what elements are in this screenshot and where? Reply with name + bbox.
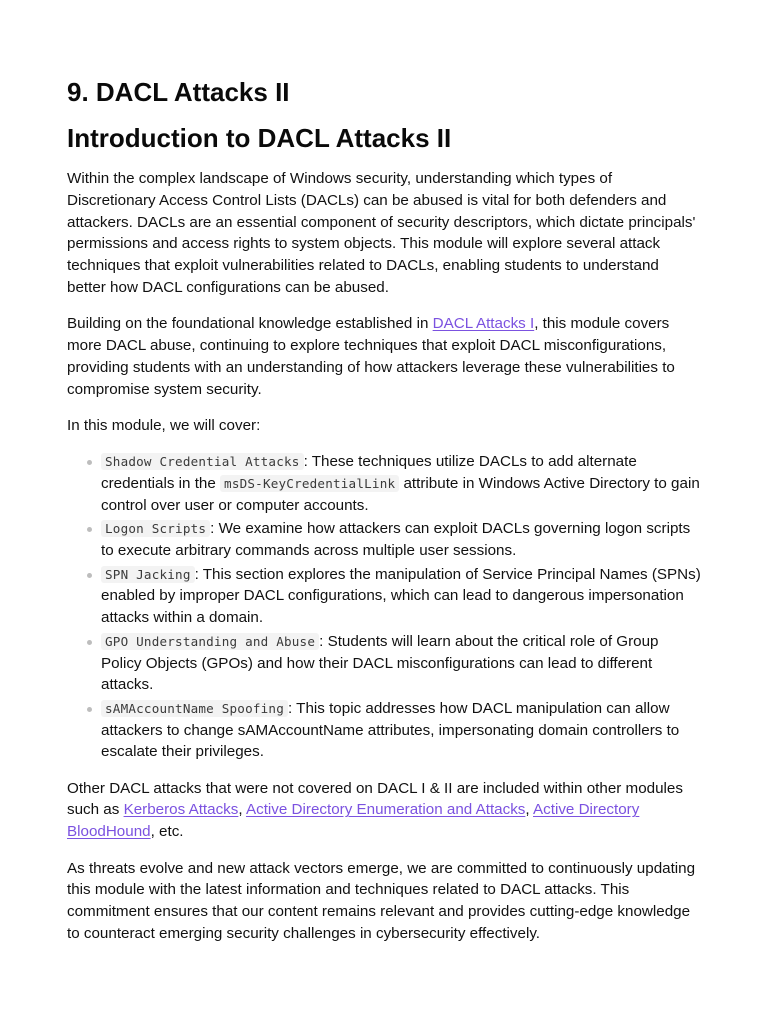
other-text-after: , etc. bbox=[150, 823, 184, 841]
other-text-before: Other DACL attacks that were not covered on DACL I & II are included within other modules such as bbox=[67, 779, 683, 819]
building-text-before: Building on the foundational knowledge established in bbox=[67, 315, 433, 333]
ad-enumeration-link[interactable]: Active Directory Enumeration and Attacks bbox=[245, 801, 526, 819]
topic-text: : We examine how attackers can exploit DACLs governing logon scripts to execute arbitrary commands across multiple user sessions. bbox=[101, 520, 691, 560]
other-attacks-paragraph bbox=[67, 778, 701, 843]
topic-code: GPO Understanding and Abuse bbox=[101, 633, 319, 650]
list-item bbox=[101, 698, 701, 763]
topic-text: : These techniques utilize DACLs to add alternate credentials in the bbox=[101, 453, 637, 493]
separator: , bbox=[525, 801, 533, 819]
topic-code: Logon Scripts bbox=[101, 520, 210, 537]
list-item bbox=[101, 631, 701, 696]
section-heading: 9. DACL Attacks II bbox=[67, 77, 290, 107]
topic-text: : This section explores the manipulation of Service Principal Names (SPNs) enabled by improper DACL configurations, which can lead to dangerous impersonation attacks within a domain. bbox=[101, 565, 701, 627]
building-paragraph bbox=[67, 313, 701, 400]
intro-paragraph: Within the complex landscape of Windows security, understanding which types of Discretionary Access Control Lists (DACLs) can be abused is vital for both defenders and attackers. DACLs are an essential component of security descriptors, which dictate principals' permissions and access rights to system objects. This module will explore several attack techniques that exploit vulnerabilities related to DACLs, enabling students to understand better how DACL configurations can be abused. bbox=[67, 170, 696, 296]
topic-text: : This topic addresses how DACL manipulation can allow attackers to change sAMAccountName attributes, impersonating domain controllers to escalate their privileges. bbox=[101, 699, 680, 761]
dacl-attacks-i-link[interactable]: DACL Attacks I bbox=[432, 315, 535, 333]
list-item bbox=[101, 518, 701, 562]
closing-paragraph: As threats evolve and new attack vectors emerge, we are committed to continuously updating this module with the latest information and techniques related to DACL attacks. This commitment ensures that our content remains relevant and provides cutting-edge knowledge to counteract emerging security challenges in cybersecurity effectively. bbox=[67, 859, 696, 942]
topic-text: attribute in Windows Active Directory to gain control over user or computer accounts. bbox=[101, 475, 700, 514]
inline-code: msDS-KeyCredentialLink bbox=[220, 475, 399, 492]
topic-code: Shadow Credential Attacks bbox=[101, 453, 304, 470]
topic-code: SPN Jacking bbox=[101, 566, 195, 583]
cover-intro: In this module, we will cover: bbox=[67, 416, 261, 434]
list-item bbox=[101, 451, 701, 516]
topics-list bbox=[67, 451, 701, 763]
list-item bbox=[101, 564, 701, 629]
separator: , bbox=[238, 801, 246, 819]
kerberos-attacks-link[interactable]: Kerberos Attacks bbox=[123, 801, 239, 819]
ad-bloodhound-link[interactable]: Active Directory BloodHound bbox=[67, 801, 640, 841]
topic-text: : Students will learn about the critical role of Group Policy Objects (GPOs) and how their DACL misconfigurations can lead to different attacks. bbox=[101, 632, 659, 694]
topic-code: sAMAccountName Spoofing bbox=[101, 700, 288, 717]
page-title: Introduction to DACL Attacks II bbox=[67, 123, 452, 153]
building-text-after: , this module covers more DACL abuse, continuing to explore techniques that exploit DACL misconfigurations, providing students with an understanding of how attackers leverage these vulnerabilities to compromise system security. bbox=[67, 315, 675, 398]
